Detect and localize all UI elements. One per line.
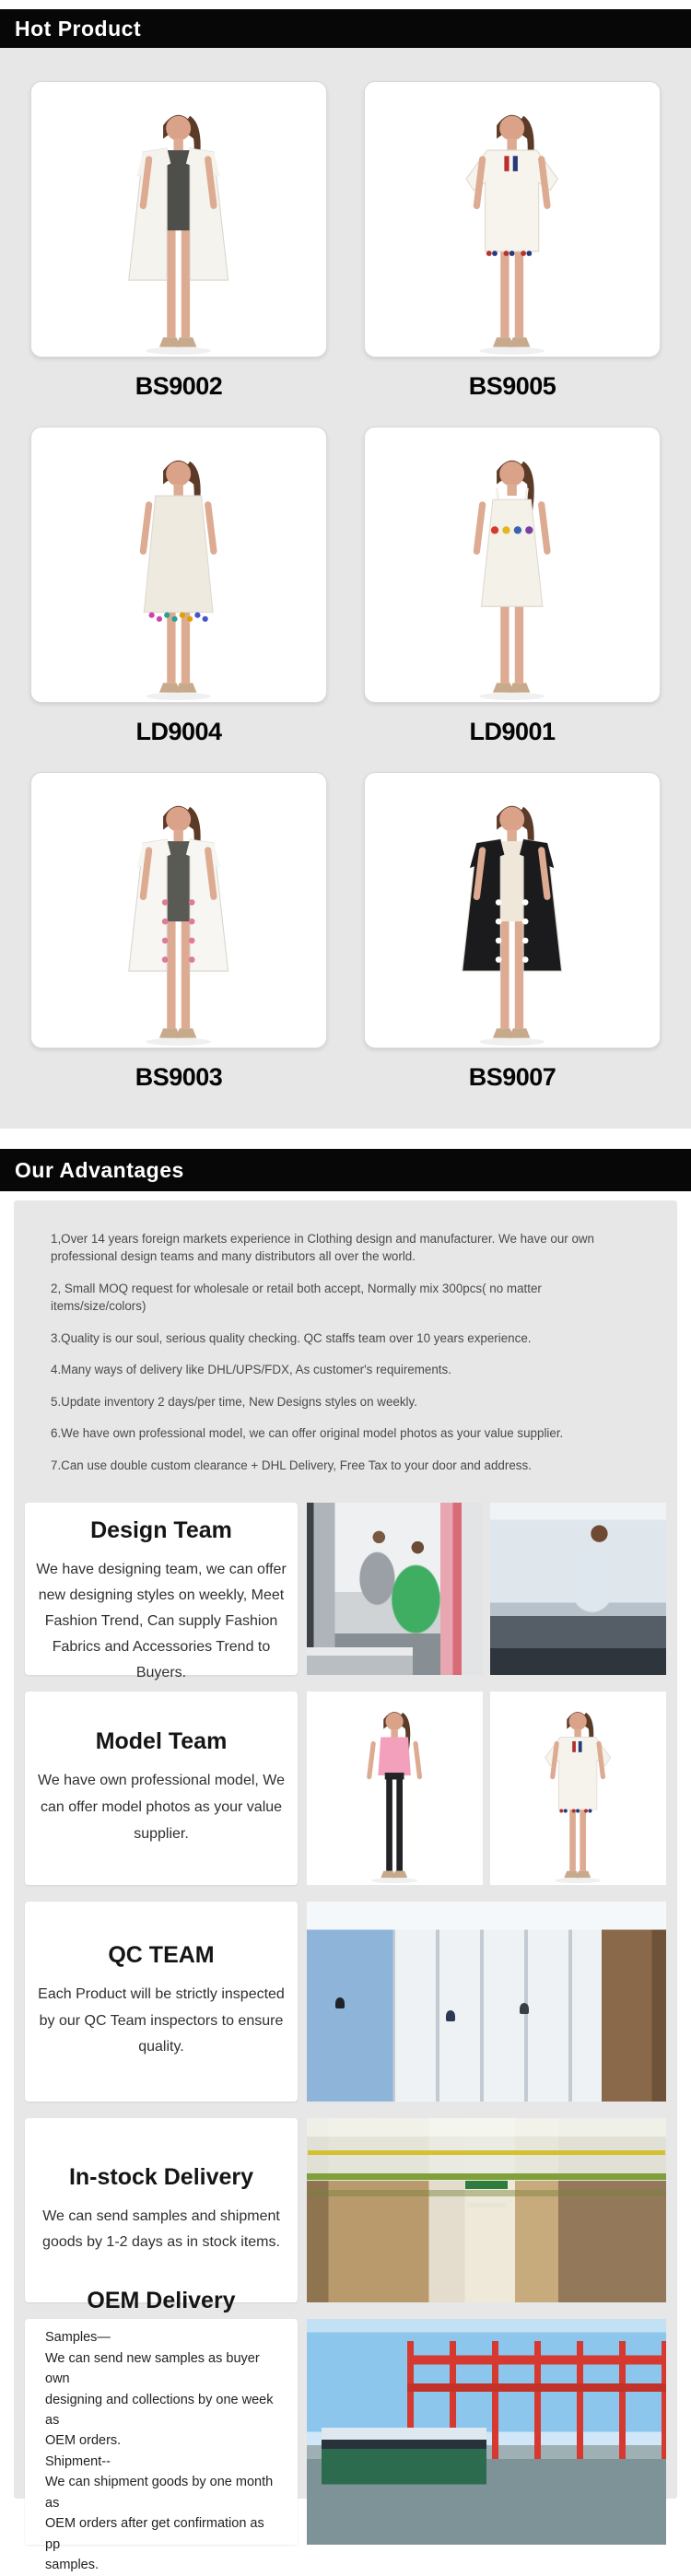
section-title: OEM Delivery xyxy=(87,2288,236,2314)
product-code-label: LD9004 xyxy=(135,718,222,745)
our-advantages-header-bar xyxy=(0,1149,691,1191)
product-code-label: BS9002 xyxy=(135,372,223,400)
section-photos xyxy=(307,2118,666,2302)
section-text-card xyxy=(25,1692,298,1885)
section-text-card xyxy=(25,2288,298,2573)
team-sections xyxy=(14,1497,677,2573)
warehouse-photo xyxy=(307,2118,666,2302)
product-photo xyxy=(364,81,661,357)
product-code-label: BS9007 xyxy=(468,1063,556,1091)
section-photos xyxy=(307,1503,666,1675)
section-photos xyxy=(307,2319,666,2545)
section-model xyxy=(25,1692,666,1885)
our-advantages-title: Our Advantages xyxy=(15,1157,184,1182)
product-photo xyxy=(364,772,661,1048)
product-card[interactable] xyxy=(30,772,327,1118)
advantage-item: 4.Many ways of delivery like DHL/UPS/FDX, As customer's requirements. xyxy=(51,1363,451,1377)
product-photo xyxy=(364,427,661,703)
product-photo xyxy=(30,81,327,357)
model-back-photo xyxy=(307,1692,483,1885)
hot-product-header-bar xyxy=(0,9,691,48)
product-card[interactable] xyxy=(364,427,661,772)
product-photo xyxy=(30,427,327,703)
product-card[interactable] xyxy=(30,81,327,427)
section-text-card xyxy=(25,1902,298,2102)
product-code-label: BS9003 xyxy=(135,1063,223,1091)
product-code-label: LD9001 xyxy=(469,718,556,745)
advantages-list xyxy=(14,1200,677,1497)
product-card[interactable] xyxy=(364,81,661,427)
section-paragraph: We have own professional model, We can offer model photos as your value supplier. xyxy=(38,1773,285,1842)
product-photo xyxy=(30,772,327,1048)
section-title: Design Team xyxy=(90,1516,232,1543)
section-paragraph: Samples— We can send new samples as buyer own designing and collections by one week as OEM orders. Shipment-- We can shipment goods by one month as OEM orders after get confirmation as pp samples. xyxy=(45,2330,274,2573)
section-title: In-stock Delivery xyxy=(68,2163,254,2190)
hot-product-panel xyxy=(0,48,691,1129)
section-text-card xyxy=(25,2118,298,2302)
advantage-item: 7.Can use double custom clearance + DHL Delivery, Free Tax to your door and address. xyxy=(51,1458,532,1472)
section-design xyxy=(25,1503,666,1680)
section-paragraph: Each Product will be strictly inspected by our QC Team inspectors to ensure quality. xyxy=(38,1985,285,2055)
section-paragraph: We can send samples and shipment goods by 1-2 days as in stock items. xyxy=(42,2207,280,2251)
section-title: QC TEAM xyxy=(108,1941,215,1968)
port-photo xyxy=(307,2319,666,2545)
section-text-card xyxy=(25,1503,298,1680)
section-paragraph: We have designing team, we can offer new designing styles on weekly, Meet Fashion Trend, Can supply Fashion Fabrics and Accessories Trend to Buyers. xyxy=(36,1561,287,1680)
design-office-photo xyxy=(307,1503,483,1675)
section-instock xyxy=(25,2118,666,2302)
product-code-label: BS9005 xyxy=(468,372,556,400)
advantage-item: 5.Update inventory 2 days/per time, New Designs styles on weekly. xyxy=(51,1394,417,1409)
hot-product-title: Hot Product xyxy=(15,16,142,41)
section-photos xyxy=(307,1692,666,1885)
advantage-item: 2, Small MOQ request for wholesale or retail both accept, Normally mix 300pcs( no matter items/size/colors) xyxy=(51,1281,542,1314)
advantages-panel xyxy=(14,1200,677,2573)
product-card[interactable] xyxy=(364,772,661,1118)
advantage-item: 1,Over 14 years foreign markets experience in Clothing design and manufacturer. We have our own professional design teams and many distributors all over the world. xyxy=(51,1232,595,1264)
model-tunic-photo xyxy=(490,1692,666,1885)
advantage-item: 6.We have own professional model, we can offer original model photos as your value supplier. xyxy=(51,1426,564,1441)
designer-desk-photo xyxy=(490,1503,666,1675)
product-grid xyxy=(30,81,661,1118)
section-photos xyxy=(307,1902,666,2102)
section-title: Model Team xyxy=(95,1728,228,1755)
product-card[interactable] xyxy=(30,427,327,772)
section-qc xyxy=(25,1902,666,2102)
qc-office-photo xyxy=(307,1902,666,2102)
section-oem xyxy=(25,2288,666,2573)
advantage-item: 3.Quality is our soul, serious quality checking. QC staffs team over 10 years experience. xyxy=(51,1330,532,1345)
